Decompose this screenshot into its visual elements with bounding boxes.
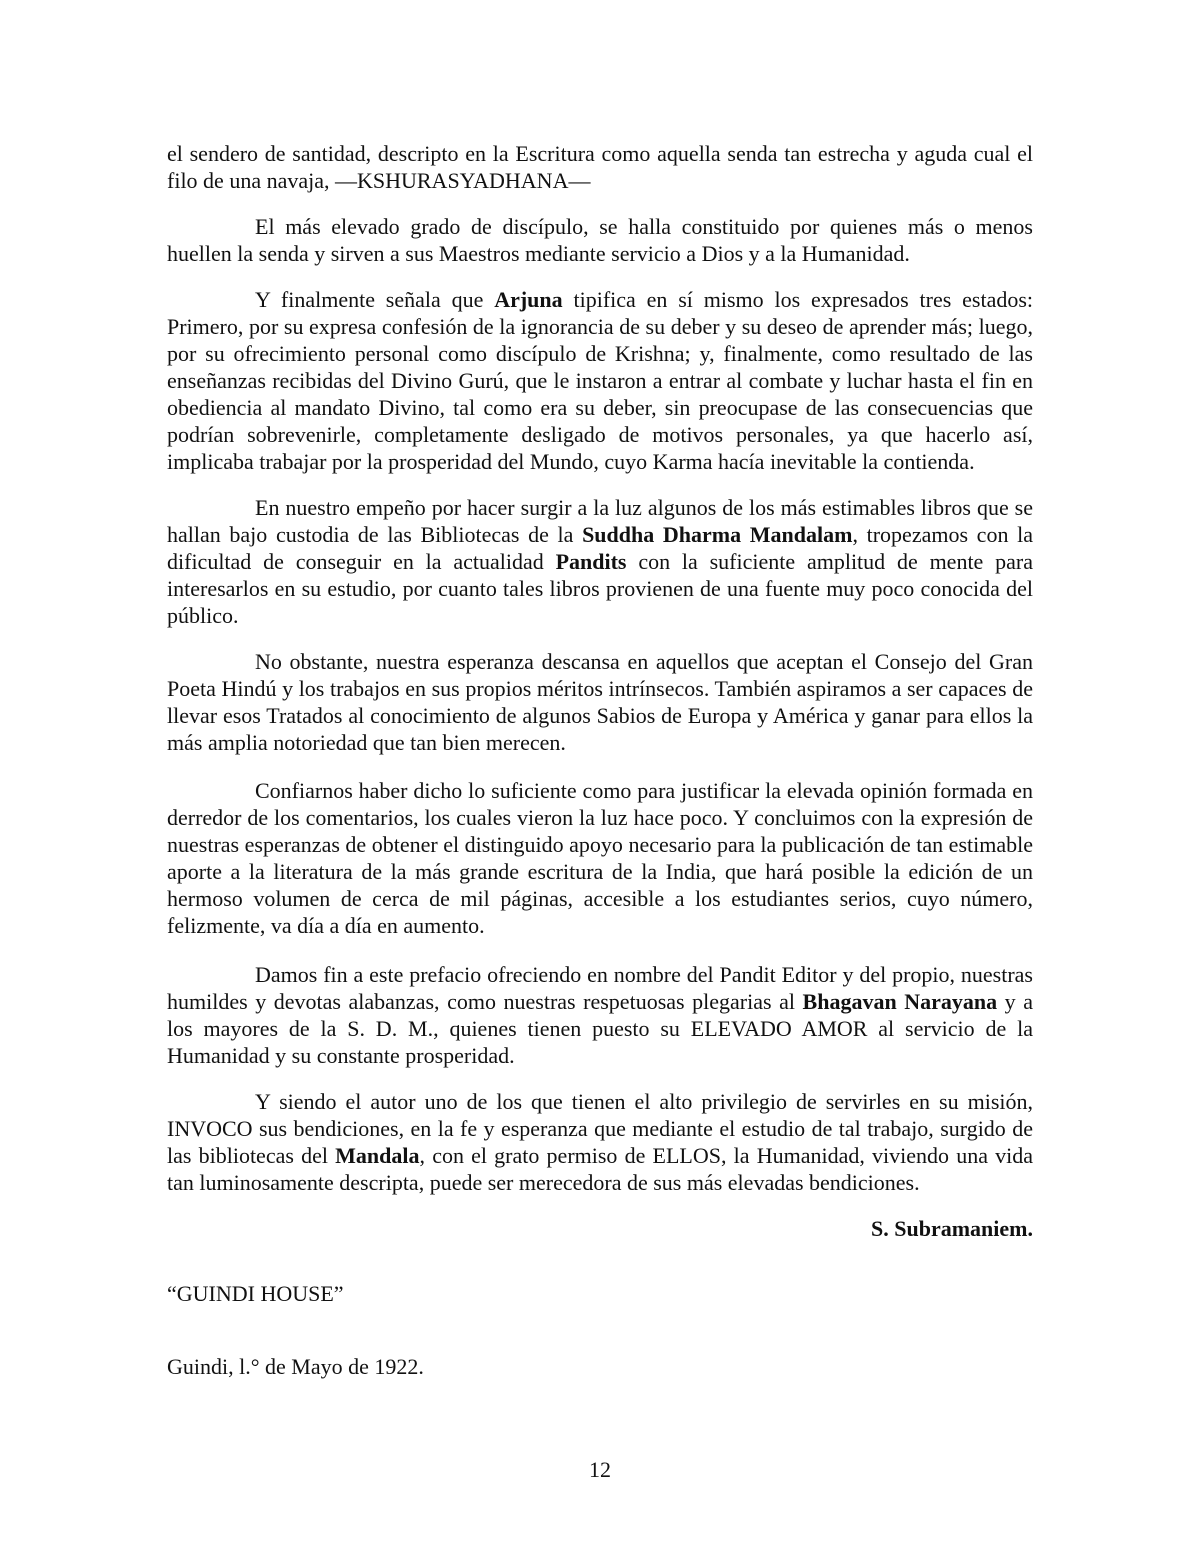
paragraph-4-bold-pandits: Pandits — [555, 549, 627, 574]
paragraph-6-text-1: Confiarnos haber dicho lo suficiente como para justificar la elevada opinión formada en derredor de los comentarios, los cuales vieron la luz hace poco. Y concluimos con la expresión de nuestras esperanzas de obtener el distinguido apoyo necesario para la publicación de tan estimable aporte a la literatura de la más grande escritura de la India, que hará posible la edición de un hermoso volumen de cerca de mil páginas, accesible a los estudiantes serios, cuyo número, felizmente, va día a día en aumento. — [167, 778, 1033, 938]
signature: S. Subramaniem. — [871, 1216, 1033, 1241]
paragraph-3 — [167, 286, 1033, 475]
page-body — [167, 140, 1033, 1380]
paragraph-7-text-1: Damos fin a este prefacio ofreciendo en nombre del Pandit Editor y del propio, nuestras humildes y devotas alabanzas, como nuestras respetuosas plegarias al — [167, 962, 1033, 1014]
paragraph-5 — [167, 648, 1033, 756]
paragraph-1-text-1: el sendero de santidad, descripto en la Escritura como aquella senda tan estrecha y aguda cual el filo de una navaja, —KSHURASYADHANA— — [167, 141, 1033, 193]
paragraph-4-text-1: En nuestro empeño por hacer surgir a la luz algunos de los más estimables libros que se hallan bajo custodia de las Bibliotecas de la — [167, 495, 1033, 547]
paragraph-8 — [167, 1088, 1033, 1196]
date-line: Guindi, l.° de Mayo de 1922. — [167, 1354, 424, 1379]
paragraph-2-text-1: El más elevado grado de discípulo, se halla constituido por quienes más o menos huellen la senda y sirven a sus Maestros mediante servicio a Dios y a la Humanidad. — [167, 214, 1033, 266]
paragraph-5-text-1: No obstante, nuestra esperanza descansa en aquellos que aceptan el Consejo del Gran Poeta Hindú y los trabajos en sus propios méritos intrínsecos. También aspiramos a ser capaces de llevar esos Tratados al conocimiento de algunos Sabios de Europa y América y ganar para ellos la más amplia notoriedad que tan bien merecen. — [167, 649, 1033, 755]
paragraph-4-text-3: con la suficiente amplitud de mente para interesarlos en su estudio, por cuanto tales libros provienen de una fuente muy poco conocida del público. — [167, 549, 1034, 628]
paragraph-4 — [167, 494, 1033, 629]
page-number: 12 — [589, 1457, 611, 1482]
place-line: “GUINDI HOUSE” — [167, 1281, 344, 1306]
paragraph-7-bold-narayana: Bhagavan Narayana — [802, 989, 998, 1014]
paragraph-2 — [167, 213, 1033, 267]
paragraph-8-text-1: Y siendo el autor uno de los que tienen el alto privilegio de servirles en su misión, INVOCO sus bendiciones, en la fe y esperanza que mediante el estudio de tal trabajo, surgido de las bibliotecas del — [167, 1089, 1033, 1168]
paragraph-7-text-2: y a los mayores de la S. D. M., quienes tienen puesto su ELEVADO AMOR al servicio de la Humanidad y su constante prosperidad. — [167, 989, 1033, 1068]
paragraph-4-text-2: , tropezamos con la dificultad de conseguir en la actualidad — [167, 522, 1033, 574]
paragraph-8-text-2: , con el grato permiso de ELLOS, la Humanidad, viviendo una vida tan luminosamente descripta, puede ser merecedora de sus más elevadas bendiciones. — [167, 1143, 1034, 1195]
paragraph-4-bold-mandalam: Suddha Dharma Mandalam — [582, 522, 853, 547]
paragraph-8-bold-mandala: Mandala — [335, 1143, 420, 1168]
paragraph-6 — [167, 777, 1033, 939]
paragraph-1 — [167, 140, 1033, 194]
paragraph-7 — [167, 961, 1033, 1069]
paragraph-3-bold-arjuna: Arjuna — [494, 287, 563, 312]
paragraph-3-text-1: Y finalmente señala que — [255, 287, 495, 312]
paragraph-3-text-2: tipifica en sí mismo los expresados tres estados: Primero, por su expresa confesión de la ignorancia de su deber y su deseo de aprender más; luego, por su ofrecimiento personal como discípulo de Krishna; y, finalmente, como resultado de las enseñanzas recibidas del Divino Gurú, que le instaron a entrar al combate y luchar hasta el fin en obediencia al mandato Divino, tal como era su deber, sin preocupase de las consecuencias que podrían sobrevenirle, completamente desligado de motivos personales, ya que hacerlo así, implicaba trabajar por la prosperidad del Mundo, cuyo Karma hacía inevitable la contienda. — [167, 287, 1034, 474]
